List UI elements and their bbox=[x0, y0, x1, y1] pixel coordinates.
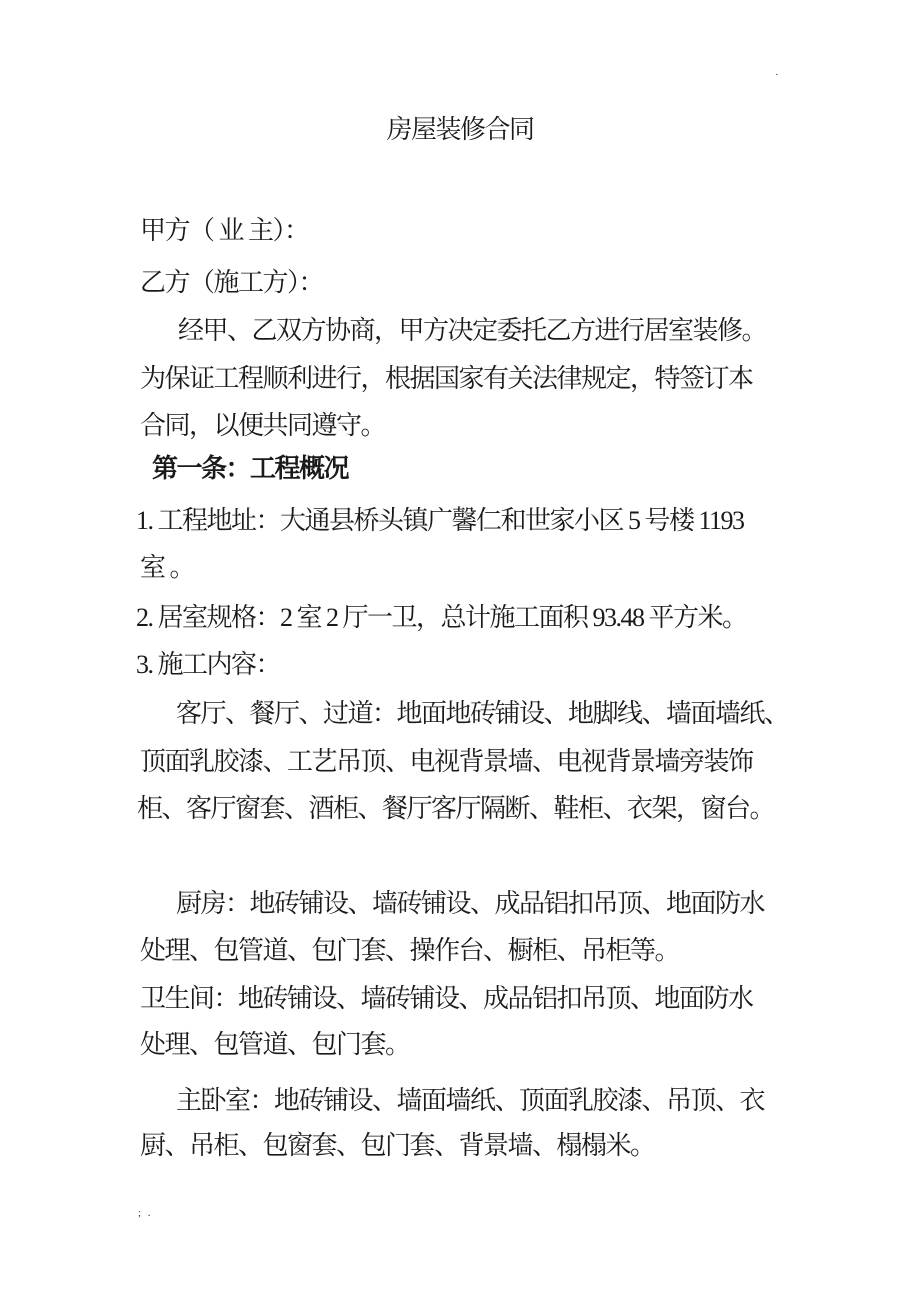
scope-bathroom-line-2: 处理、包管道、包门套。 bbox=[140, 1030, 410, 1059]
scope-living-line-3: 柜、客厅窗套、酒柜、餐厅客厅隔断、鞋柜、衣架，窗台。 bbox=[137, 794, 775, 823]
stray-mark-bottom-left: ; . bbox=[138, 1207, 153, 1219]
preamble-line-2: 为保证工程顺利进行，根据国家有关法律规定，特签订本 bbox=[140, 364, 753, 393]
section1-heading: 第一条：工程概况 bbox=[152, 454, 349, 483]
stray-mark-top-right: · bbox=[775, 69, 781, 81]
scope-living-line-2: 顶面乳胶漆、工艺吊顶、电视背景墙、电视背景墙旁装饰 bbox=[140, 747, 753, 776]
preamble-line-3: 合同，以便共同遵守。 bbox=[140, 411, 386, 440]
scope-bathroom-line-1: 卫生间：地砖铺设、墙砖铺设、成品铝扣吊顶、地面防水 bbox=[140, 984, 753, 1013]
item3-line-1: 3. 施工内容： bbox=[136, 650, 281, 679]
scope-master-line-1: 主卧室：地砖铺设、墙面墙纸、顶面乳胶漆、吊顶、衣 bbox=[176, 1086, 765, 1115]
preamble-line-1: 经甲、乙双方协商，甲方决定委托乙方进行居室装修。 bbox=[178, 316, 767, 345]
item2-line-1: 2. 居室规格：2 室 2 厅一卫，总计施工面积 93.48 平方米。 bbox=[136, 603, 747, 632]
scope-kitchen-line-2: 处理、包管道、包门套、操作台、橱柜、吊柜等。 bbox=[140, 936, 680, 965]
scope-kitchen-line-1: 厨房：地砖铺设、墙砖铺设、成品铝扣吊顶、地面防水 bbox=[176, 889, 765, 918]
item1-line-1: 1. 工程地址：大通县桥头镇广馨仁和世家小区 5 号楼 1193 bbox=[136, 506, 744, 535]
scope-living-line-1: 客厅、餐厅、过道：地面地砖铺设、地脚线、墙面墙纸、 bbox=[176, 699, 789, 728]
document-title: 房屋装修合同 bbox=[386, 115, 534, 144]
item1-line-2: 室 。 bbox=[140, 553, 195, 582]
party-a-line: 甲方（ 业 主）： bbox=[140, 216, 309, 245]
party-b-line: 乙方（施工方）： bbox=[140, 268, 324, 297]
scope-master-line-2: 厨、吊柜、包窗套、包门套、背景墙、榻榻米。 bbox=[140, 1131, 655, 1160]
